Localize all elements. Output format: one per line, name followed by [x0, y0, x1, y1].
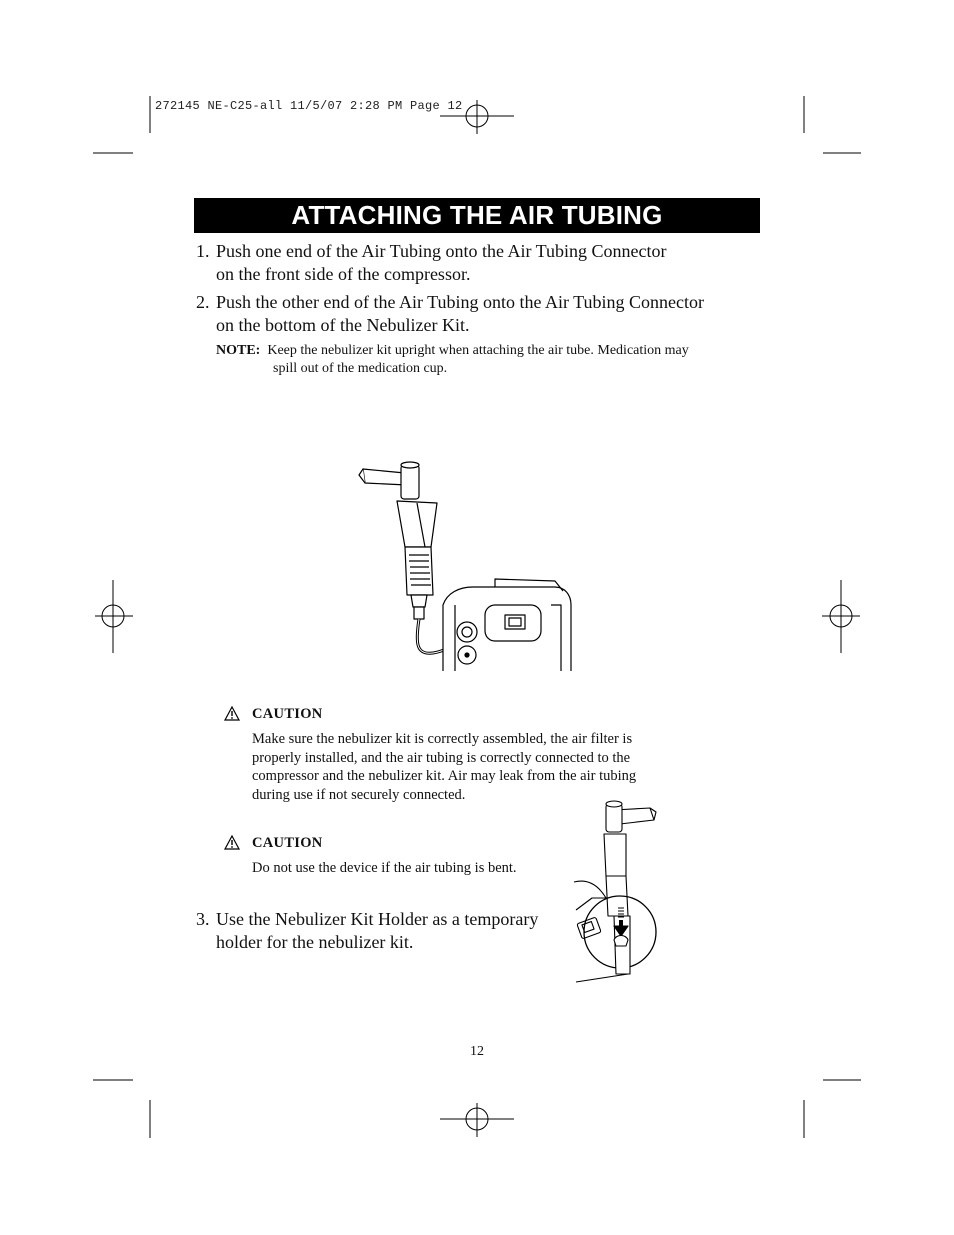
kit-holder-illustration — [570, 798, 665, 986]
caution-text: Make sure the nebulizer kit is correctly assembled, the air filter is properly installed, and the air tubing is correctly connected to the compressor and the nebulizer kit. Air may leak from the air tubing during use if not securely connected. — [252, 731, 637, 803]
step-1: 1. Push one end of the Air Tubing onto the Air Tubing Connector on the front side of the compressor. — [196, 241, 667, 284]
step-2: 2. Push the other end of the Air Tubing onto the Air Tubing Connector on the bottom of the Nebulizer Kit. — [196, 292, 705, 335]
title-bar — [194, 198, 760, 233]
registration-mark-icon — [822, 580, 860, 653]
page-number: 12 — [470, 1044, 484, 1059]
page-title: ATTACHING THE AIR TUBING — [291, 200, 663, 230]
registration-mark-icon — [95, 580, 133, 653]
caution-heading: CAUTION — [252, 706, 323, 722]
warning-triangle-icon — [224, 835, 240, 855]
note: NOTE: Keep the nebulizer kit upright when attaching the air tube. Medication may spill out of the medication cup. — [216, 343, 689, 376]
nebulizer-connection-illustration — [355, 455, 580, 675]
warning-triangle-icon — [224, 706, 240, 726]
registration-mark-icon — [440, 1103, 514, 1137]
slug-line: 272145 NE-C25-all 11/5/07 2:28 PM Page 12 — [155, 99, 463, 113]
caution-heading: CAUTION — [252, 835, 323, 851]
step-3: 3. Use the Nebulizer Kit Holder as a temporary holder for the nebulizer kit. — [196, 909, 539, 952]
caution-text: Do not use the device if the air tubing is bent. — [252, 860, 517, 876]
note-label: NOTE: — [216, 343, 261, 358]
